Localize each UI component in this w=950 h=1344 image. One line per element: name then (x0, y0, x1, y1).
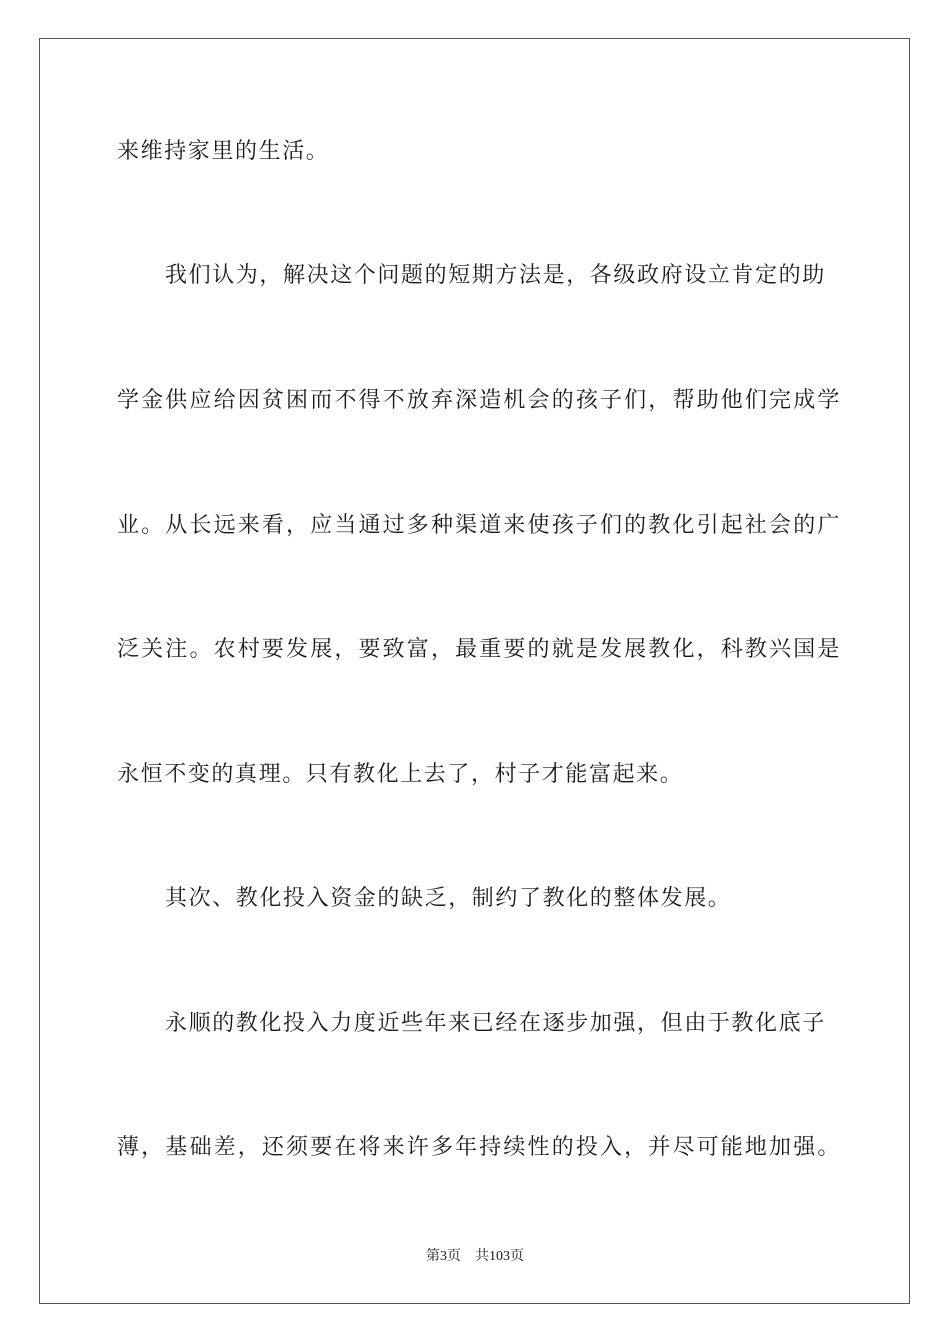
page-border (39, 38, 910, 1304)
text-line-8: 永顺的教化投入力度近些年来已经在逐步加强，但由于教化底子 (165, 1011, 826, 1036)
text-line-5: 泛关注。农村要发展，要致富，最重要的就是发展教化，科教兴国是 (117, 637, 842, 662)
page-total: 共103页 (475, 1249, 524, 1264)
page-footer (0, 1248, 950, 1266)
text-line-9: 薄，基础差，还须要在将来许多年持续性的投入，并尽可能地加强。 (117, 1135, 842, 1160)
text-line-7: 其次、教化投入资金的缺乏，制约了教化的整体发展。 (165, 886, 732, 911)
text-line-2: 我们认为，解决这个问题的短期方法是，各级政府设立肯定的助 (165, 263, 826, 288)
text-line-3: 学金供应给因贫困而不得不放弃深造机会的孩子们，帮助他们完成学 (117, 388, 842, 413)
text-line-6: 永恒不变的真理。只有教化上去了，村子才能富起来。 (117, 762, 684, 787)
page-number: 第3页 (426, 1249, 461, 1264)
text-line-4: 业。从长远来看，应当通过多种渠道来使孩子们的教化引起社会的广 (117, 513, 842, 538)
text-line-1: 来维持家里的生活。 (117, 139, 330, 164)
